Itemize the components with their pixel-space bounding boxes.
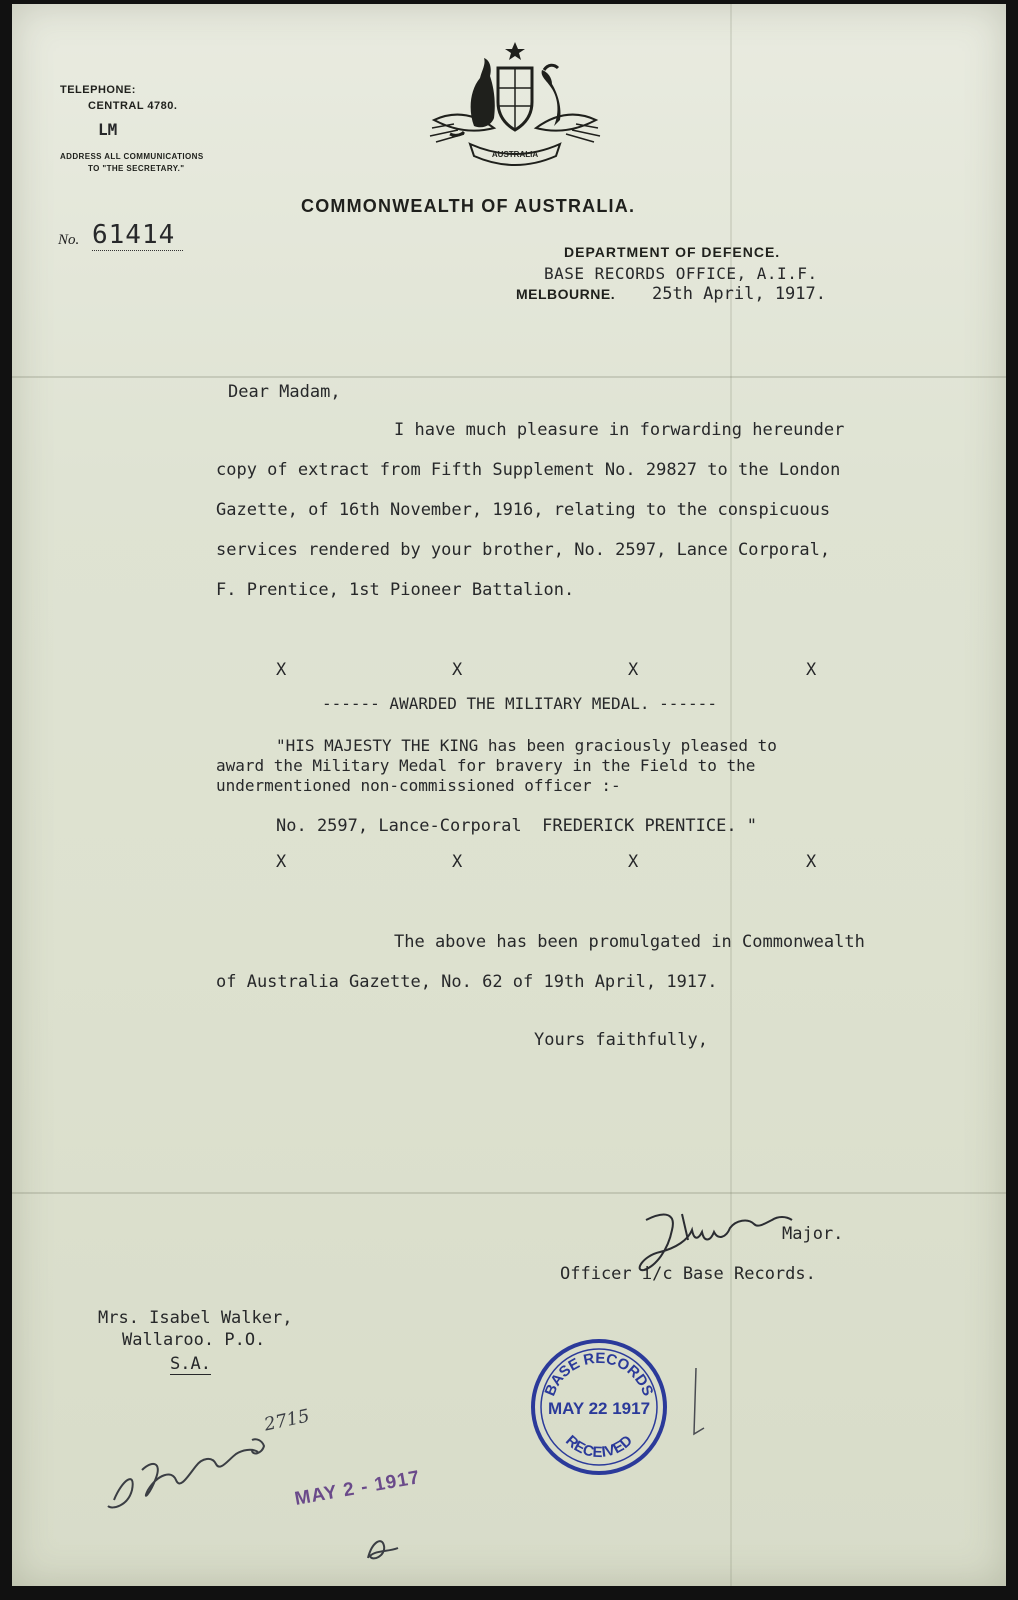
body-line: of Australia Gazette, No. 62 of 19th April, 1917. <box>216 972 718 992</box>
telephone-number: CENTRAL 4780. <box>88 100 178 112</box>
letter-date: 25th April, 1917. <box>652 284 826 304</box>
fold-line <box>730 4 732 1586</box>
address-instruction: TO "THE SECRETARY." <box>88 164 185 173</box>
fold-line <box>12 1192 1006 1194</box>
letterhead-title: COMMONWEALTH OF AUSTRALIA. <box>301 196 636 216</box>
city: MELBOURNE. <box>516 286 616 302</box>
separator-mark: X <box>806 660 817 680</box>
addressee-town: Wallaroo. P.O. <box>122 1330 266 1350</box>
addressee-state: S.A. <box>170 1354 211 1374</box>
body-line: The above has been promulgated in Commonwealth <box>394 932 865 952</box>
coat-of-arms-icon <box>424 40 606 174</box>
stamp-text-bottom: RECEIVED <box>562 1432 636 1462</box>
crest-banner: AUSTRALIA <box>491 150 539 159</box>
file-number: 61414 <box>92 220 183 251</box>
body-line: copy of extract from Fifth Supplement No. 29827 to the London <box>216 460 841 480</box>
body-line: services rendered by your brother, No. 2597, Lance Corporal, <box>216 540 831 560</box>
award-heading: ------ AWARDED THE MILITARY MEDAL. ------ <box>322 694 717 713</box>
received-stamp-icon <box>524 1332 674 1482</box>
salutation: Dear Madam, <box>228 382 341 402</box>
letter-sheet <box>12 4 1006 1586</box>
separator-mark: X <box>276 852 287 872</box>
signatory-title: Officer i/c Base Records. <box>560 1264 816 1284</box>
handwritten-note: 2715 <box>262 1405 312 1436</box>
stamp-date: MAY 22 1917 <box>547 1399 651 1418</box>
telephone-label: TELEPHONE: <box>60 84 136 96</box>
separator-mark: X <box>452 660 463 680</box>
address-instruction: ADDRESS ALL COMMUNICATIONS <box>60 152 204 161</box>
separator-mark: X <box>806 852 817 872</box>
closing: Yours faithfully, <box>534 1030 708 1050</box>
body-line: I have much pleasure in forwarding hereunder <box>394 420 845 440</box>
citation-line: "HIS MAJESTY THE KING has been graciously pleased to <box>276 736 777 755</box>
signatory-rank: Major. <box>782 1224 844 1244</box>
citation-line: award the Military Medal for bravery in the Field to the <box>216 756 756 775</box>
pencil-mark-icon <box>686 1364 706 1444</box>
initial-mark-icon <box>358 1528 408 1568</box>
separator-mark: X <box>628 660 639 680</box>
citation-line: undermentioned non-commissioned officer :- <box>216 776 621 795</box>
body-line: Gazette, of 16th November, 1916, relating to the conspicuous <box>216 500 831 520</box>
department-name: DEPARTMENT OF DEFENCE. <box>564 244 781 260</box>
separator-mark: X <box>452 852 463 872</box>
recipient-line: No. 2597, Lance-Corporal FREDERICK PRENTICE. " <box>276 816 758 836</box>
body-line: F. Prentice, 1st Pioneer Battalion. <box>216 580 575 600</box>
fold-line <box>12 376 1006 378</box>
office-name: BASE RECORDS OFFICE, A.I.F. <box>544 264 818 283</box>
separator-mark: X <box>628 852 639 872</box>
svg-text:RECEIVED <box>562 1432 636 1461</box>
reference-initials: LM <box>98 120 118 139</box>
stamp-text-top: BASE RECORDS <box>541 1349 657 1399</box>
number-label: No. <box>58 232 80 248</box>
separator-mark: X <box>276 660 287 680</box>
date-stamp: MAY 2 - 1917 <box>293 1467 422 1510</box>
addressee-name: Mrs. Isabel Walker, <box>98 1308 293 1328</box>
